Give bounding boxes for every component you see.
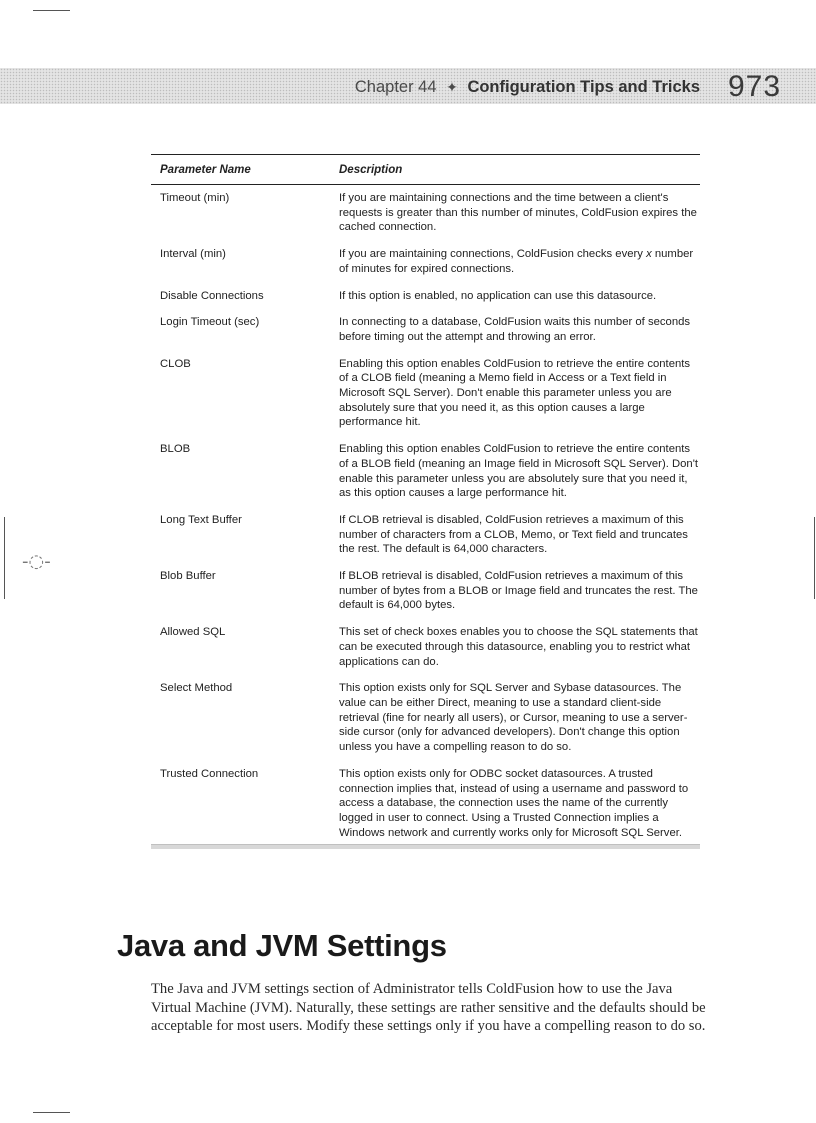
table-row bbox=[151, 191, 700, 235]
table-row bbox=[151, 681, 700, 755]
parameter-description: If CLOB retrieval is disabled, ColdFusion retrieves a maximum of this number of characters from a CLOB, Memo, or Text field and truncates the rest. The default is 64,000 characters. bbox=[339, 513, 688, 556]
table-row bbox=[151, 569, 700, 613]
parameter-description: If this option is enabled, no application can use this datasource. bbox=[339, 289, 657, 302]
parameter-name: CLOB bbox=[160, 357, 191, 370]
parameter-name: BLOB bbox=[160, 443, 191, 456]
chapter-title: Configuration Tips and Tricks bbox=[467, 78, 700, 96]
section-heading: Java and JVM Settings bbox=[117, 928, 447, 963]
table-bottom-rule bbox=[151, 844, 700, 849]
parameter-description: Enabling this option enables ColdFusion to retrieve the entire contents of a BLOB field (meaning an Image field in Microsoft SQL Server). Don't enable this parameter unless you are absolutely sure that you need it, as this option causes a large performance hit. bbox=[339, 443, 699, 500]
table-row bbox=[151, 315, 700, 344]
parameter-name: Timeout (min) bbox=[160, 192, 230, 204]
parameter-description: If you are maintaining connections, ColdFusion checks every x number of minutes for expired connections. bbox=[339, 248, 694, 275]
crop-mark-right bbox=[814, 517, 815, 599]
parameter-description: This option exists only for ODBC socket datasources. A trusted connection implies that, instead of using a username and password to access a database, the connection uses the name of the currently logged in user to connect. Using a Trusted Connection implies a Windows network and currently works only for Microsoft SQL Server. bbox=[339, 767, 689, 839]
parameter-table bbox=[151, 154, 700, 849]
parameter-description: This option exists only for SQL Server and Sybase datasources. The value can be either Direct, meaning to use a standard client-side retrieval (fine for nearly all users), or Cursor, meaning to use a server-side cursor (only for advanced developers). Don't change this option unless you have a compelling reason to do so. bbox=[339, 682, 688, 754]
parameter-description: If BLOB retrieval is disabled, ColdFusion retrieves a maximum of this number of bytes from a BLOB or Image field and truncates the rest. The default is 64,000 bytes. bbox=[339, 570, 698, 612]
parameter-name: Allowed SQL bbox=[160, 626, 226, 639]
parameter-description: If you are maintaining connections and the time between a client's requests is greater than this number of minutes, ColdFusion expires the cached connection. bbox=[339, 192, 697, 234]
table-row bbox=[151, 625, 700, 669]
body-paragraph: The Java and JVM settings section of Administrator tells ColdFusion how to use the Java Virtual Machine (JVM). Naturally, these settings are rather sensitive and the defaults should be acceptable for most users. Modify these settings only if you have a compelling reason to do so. bbox=[151, 981, 706, 1035]
parameter-name: Interval (min) bbox=[160, 248, 226, 261]
chapter-label: Chapter 44 bbox=[354, 78, 437, 96]
parameter-name: Trusted Connection bbox=[160, 767, 259, 780]
table-header-row bbox=[151, 155, 700, 185]
table-body bbox=[151, 185, 700, 840]
column-header-parameter-name: Parameter Name bbox=[160, 163, 251, 176]
parameter-name: Disable Connections bbox=[160, 289, 264, 302]
table-row bbox=[151, 247, 700, 276]
parameter-description: This set of check boxes enables you to choose the SQL statements that can be executed through this datasource, enabling you to restrict what applications can do. bbox=[339, 626, 698, 668]
table-row bbox=[151, 767, 700, 841]
running-header bbox=[355, 73, 700, 101]
parameter-description: Enabling this option enables ColdFusion to retrieve the entire contents of a CLOB field (meaning a Memo field in Access or a Text field in Microsoft SQL Server). Don't enable this parameter unless you are absolutely sure that you need it, as this option causes a large performance hit. bbox=[339, 357, 691, 429]
table-row bbox=[151, 513, 700, 557]
crop-mark-top-left bbox=[33, 10, 70, 11]
crop-mark-bottom-left bbox=[33, 1112, 70, 1113]
parameter-name: Long Text Buffer bbox=[160, 513, 242, 526]
registration-mark-icon: -◌- bbox=[22, 551, 51, 572]
parameter-name: Select Method bbox=[160, 682, 233, 695]
parameter-name: Blob Buffer bbox=[160, 570, 216, 583]
parameter-name: Login Timeout (sec) bbox=[160, 316, 260, 329]
parameter-description: In connecting to a database, ColdFusion waits this number of seconds before timing out the attempt and throwing an error. bbox=[339, 316, 691, 343]
page-number: 973 bbox=[728, 70, 782, 103]
table-row bbox=[151, 442, 700, 501]
diamond-separator-icon: ✦ bbox=[446, 79, 458, 95]
table-row bbox=[151, 289, 700, 304]
crop-mark-left bbox=[4, 517, 5, 599]
table-row bbox=[151, 357, 700, 431]
column-header-description: Description bbox=[339, 163, 403, 176]
